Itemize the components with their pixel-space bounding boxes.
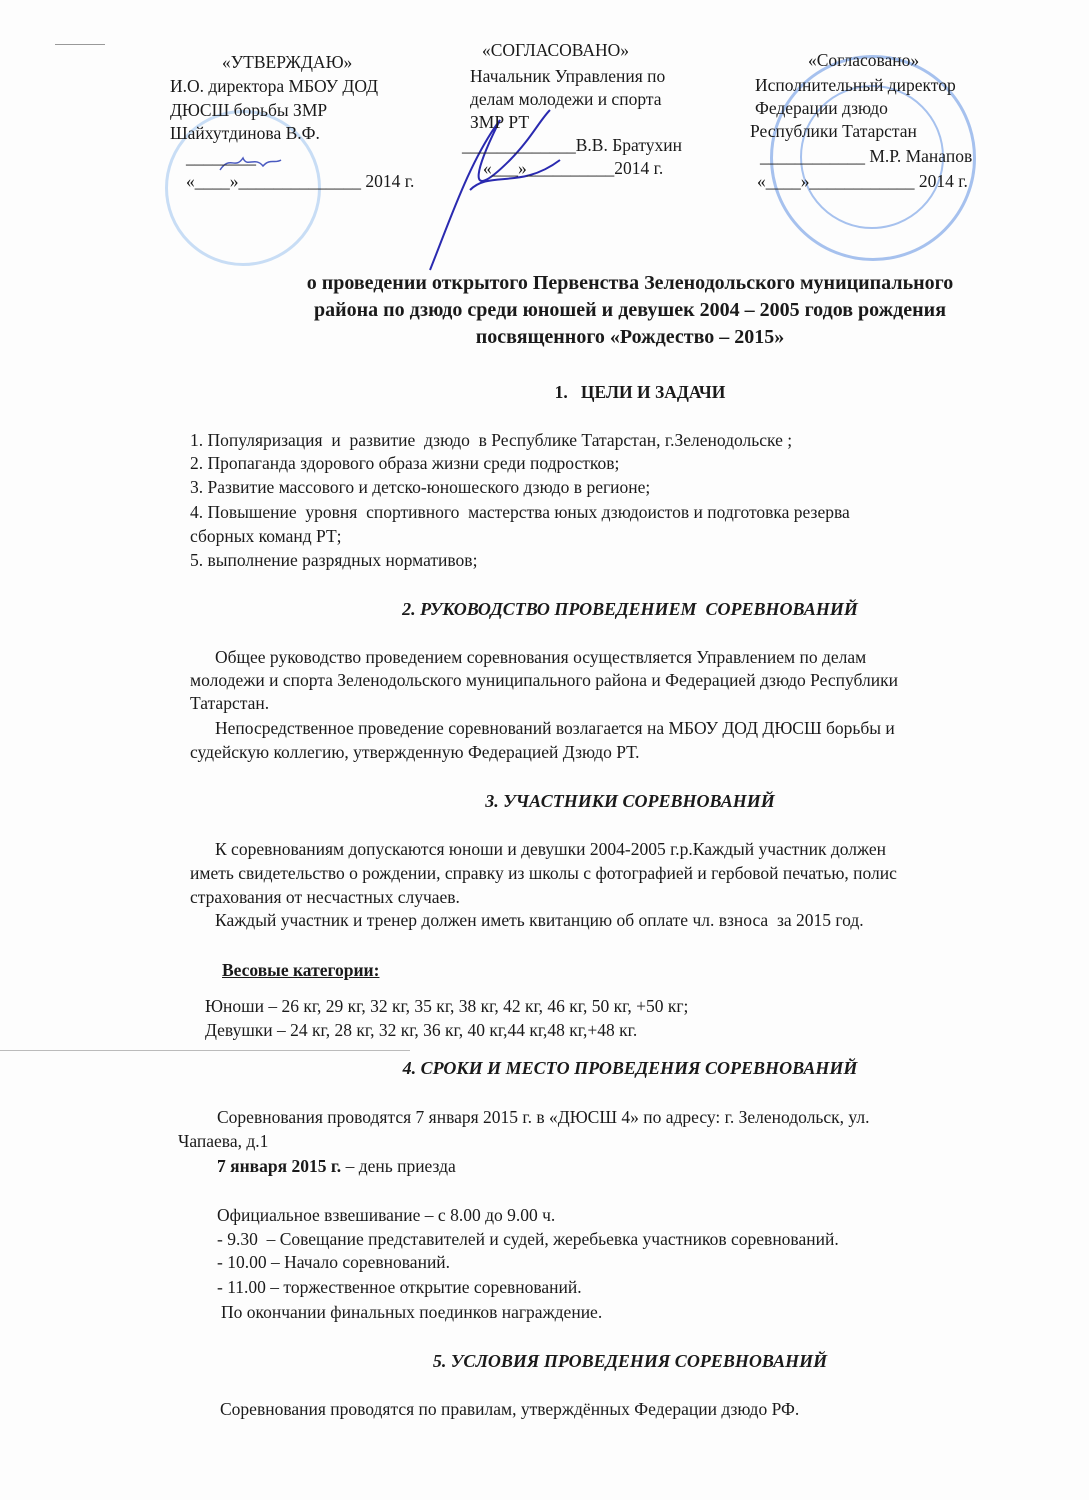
approval-middle-heading: «СОГЛАСОВАНО» (482, 40, 630, 60)
paragraph-line: иметь свидетельство о рождении, справку из школы с фотографией и гербовой печатью, полис (190, 863, 897, 883)
approval-left-line: Шайхутдинова В.Ф. (170, 123, 320, 143)
document-title: о проведении открытого Первенства Зеленодольского муниципального (306, 272, 954, 294)
arrival-date: 7 января 2015 г. (217, 1156, 342, 1176)
approval-right-sign-line: ____________ М.Р. Манапов (760, 146, 973, 166)
section-heading: 3. УЧАСТНИКИ СОРЕВНОВАНИЙ (485, 791, 775, 811)
approval-middle-line: ЗМР РТ (470, 112, 530, 132)
scan-artifact (55, 44, 105, 45)
approval-left-line: И.О. директора МБОУ ДОД (170, 76, 379, 96)
approval-middle-line: делам молодежи и спорта (470, 89, 662, 109)
schedule-item: - 11.00 – торжественное открытие соревнований. (217, 1277, 582, 1297)
schedule-item: По окончании финальных поединков награждение. (221, 1302, 603, 1322)
scan-artifact (0, 1050, 410, 1051)
arrival-text: – день приезда (341, 1156, 456, 1176)
document-title: посвященного «Рождество – 2015» (475, 326, 785, 348)
approval-right-line: Республики Татарстан (750, 121, 917, 141)
weight-categories-girls: Девушки – 24 кг, 28 кг, 32 кг, 36 кг, 40 кг,44 кг,48 кг,+48 кг. (205, 1020, 638, 1040)
document-title: района по дзюдо среди юношей и девушек 2004 – 2005 годов рождения (313, 299, 947, 321)
paragraph-line: Общее руководство проведением соревнования осуществляется Управлением по делам (215, 647, 867, 667)
goal-item: 3. Развитие массового и детско-юношеского дзюдо в регионе; (190, 477, 651, 497)
weight-categories-label: Весовые категории: (222, 960, 380, 980)
paragraph-line: Непосредственное проведение соревнований возлагается на МБОУ ДОД ДЮСШ борьбы и (215, 718, 895, 738)
schedule-item: - 9.30 – Совещание представителей и судей, жеребьевка участников соревнований. (217, 1229, 839, 1249)
approval-right-line: Федерации дзюдо (755, 98, 888, 118)
goal-item: 5. выполнение разрядных нормативов; (190, 550, 478, 570)
goal-item: 1. Популяризация и развитие дзюдо в Республике Татарстан, г.Зеленодольске ; (190, 430, 793, 450)
paragraph-line: страхования от несчастных случаев. (190, 887, 460, 907)
paragraph-line: Татарстан. (190, 693, 270, 713)
approval-middle-sign-line: _____________В.В. Братухин (462, 135, 682, 155)
paragraph-line: Соревнования проводятся по правилам, утверждённых Федерации дзюдо РФ. (220, 1399, 800, 1419)
goal-item: 2. Пропаганда здорового образа жизни среди подростков; (190, 453, 620, 473)
section-heading: 4. СРОКИ И МЕСТО ПРОВЕДЕНИЯ СОРЕВНОВАНИЙ (402, 1058, 858, 1078)
approval-left-line: ДЮСШ борьбы ЗМР (170, 100, 328, 120)
schedule-item: Официальное взвешивание – с 8.00 до 9.00 ч. (217, 1205, 556, 1225)
approval-left-sign-line: ________ (186, 147, 256, 167)
schedule-item: - 10.00 – Начало соревнований. (217, 1252, 451, 1272)
goal-item: сборных команд РТ; (190, 526, 342, 546)
arrival-line (217, 1155, 456, 1177)
paragraph-line: Чапаева, д.1 (178, 1131, 269, 1151)
goal-item: 4. Повышение уровня спортивного мастерства юных дзюдоистов и подготовка резерва (190, 502, 850, 522)
approval-left-heading: «УТВЕРЖДАЮ» (222, 52, 353, 72)
section-heading: 1. ЦЕЛИ И ЗАДАЧИ (554, 382, 726, 402)
paragraph-line: Соревнования проводятся 7 января 2015 г. в «ДЮСШ 4» по адресу: г. Зеленодольск, ул. (217, 1107, 870, 1127)
approval-middle-date: «___»__________2014 г. (483, 158, 664, 178)
approval-right-heading: «Согласовано» (808, 50, 920, 70)
paragraph-line: молодежи и спорта Зеленодольского муниципального района и Федерацией дзюдо Республики (190, 670, 898, 690)
weight-categories-boys: Юноши – 26 кг, 29 кг, 32 кг, 35 кг, 38 кг, 42 кг, 46 кг, 50 кг, +50 кг; (205, 996, 689, 1016)
paragraph-line: судейскую коллегию, утвержденную Федерацией Дзюдо РТ. (190, 742, 640, 762)
paragraph-line: К соревнованиям допускаются юноши и девушки 2004-2005 г.р.Каждый участник должен (215, 839, 886, 859)
approval-right-line: Исполнительный директор (755, 75, 956, 95)
paragraph-line: Каждый участник и тренер должен иметь квитанцию об оплате чл. взноса за 2015 год. (215, 910, 864, 930)
section-heading: 2. РУКОВОДСТВО ПРОВЕДЕНИЕМ СОРЕВНОВАНИЙ (402, 599, 858, 619)
approval-middle-line: Начальник Управления по (470, 66, 666, 86)
approval-left-date: «____»______________ 2014 г. (186, 171, 415, 191)
section-heading: 5. УСЛОВИЯ ПРОВЕДЕНИЯ СОРЕВНОВАНИЙ (432, 1351, 828, 1371)
approval-right-date: «____»____________ 2014 г. (757, 171, 968, 191)
